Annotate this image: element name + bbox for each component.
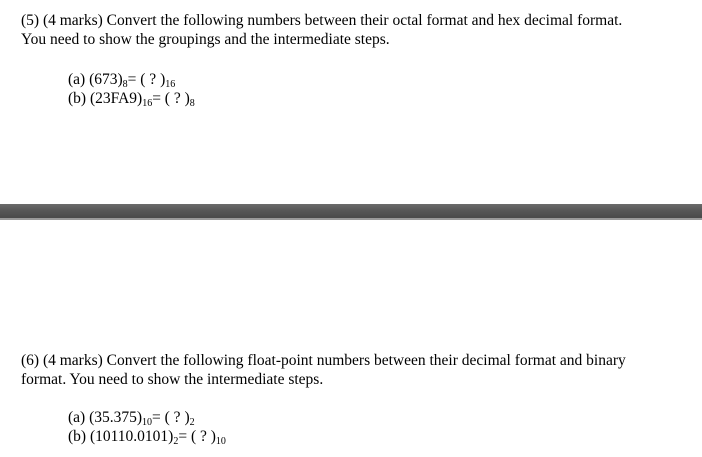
- page-divider-edge: [0, 218, 702, 220]
- q5-a-middle: = ( ? ): [127, 71, 166, 88]
- q5-part-a: [68, 70, 175, 89]
- q5-b-base-out: 8: [189, 98, 195, 109]
- q6-b-label: (b) (10110.0101): [68, 428, 174, 445]
- q5-b-middle: = ( ? ): [152, 90, 190, 107]
- q5-line-2: You need to show the groupings and the intermediate steps.: [21, 31, 390, 48]
- q6-a-base-in: 10: [142, 417, 153, 428]
- q6-b-middle: = ( ? ): [178, 428, 216, 445]
- q6-b-base-out: 10: [215, 436, 226, 447]
- q6-part-b: [68, 427, 226, 446]
- q6-part-a: [68, 408, 195, 427]
- q6-line-2: format. You need to show the intermediate steps.: [21, 371, 324, 388]
- q6-b-base-in: 2: [173, 436, 179, 447]
- q5-a-base-out: 16: [165, 79, 176, 90]
- page-divider: [0, 204, 702, 218]
- q6-line-1: (6) (4 marks) Convert the following float-point numbers between their decimal format and binary: [21, 352, 626, 369]
- q6-a-middle: = ( ? ): [152, 409, 190, 426]
- q5-b-label: (b) (23FA9): [68, 90, 143, 107]
- q5-line-1: (5) (4 marks) Convert the following numbers between their octal format and hex decimal format.: [21, 12, 623, 29]
- q5-a-label: (a) (673): [68, 71, 123, 88]
- q6-a-base-out: 2: [189, 417, 195, 428]
- q5-part-b: [68, 89, 195, 108]
- q5-b-base-in: 16: [142, 98, 153, 109]
- q6-a-label: (a) (35.375): [68, 409, 143, 426]
- q5-a-base-in: 8: [122, 79, 128, 90]
